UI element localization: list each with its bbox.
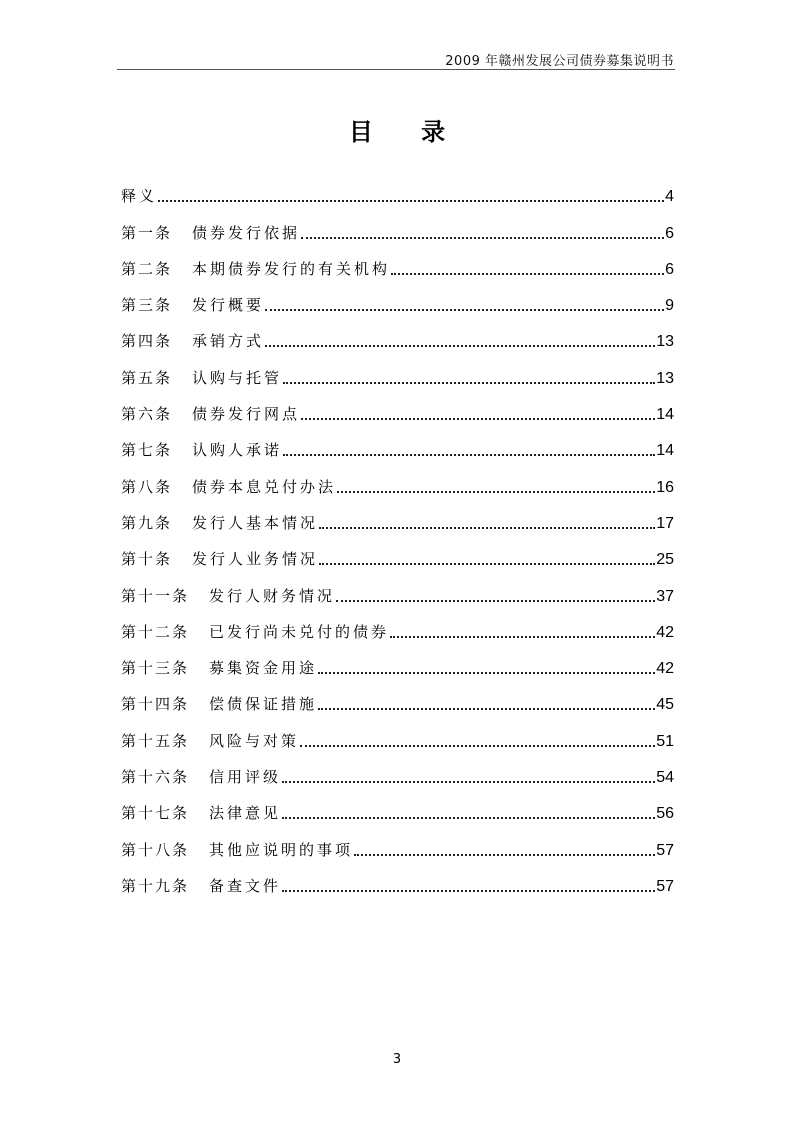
toc-entry-page: 4 bbox=[665, 188, 674, 206]
toc-entry-label: 认购人承诺 bbox=[192, 441, 283, 460]
toc-entry-page: 42 bbox=[656, 623, 674, 641]
toc-entry[interactable] bbox=[121, 714, 674, 750]
toc-dot-leader bbox=[282, 769, 655, 783]
toc-entry-page: 14 bbox=[656, 406, 674, 424]
toc-entry-number: 第六条 bbox=[121, 405, 173, 424]
toc-entry[interactable] bbox=[121, 497, 674, 533]
toc-entry-label: 发行人财务情况 bbox=[209, 586, 336, 605]
toc-dot-leader bbox=[354, 842, 655, 856]
toc-entry-label: 债券发行网点 bbox=[192, 405, 301, 424]
toc-entry-label: 承销方式 bbox=[192, 332, 265, 351]
toc-entry-number: 第五条 bbox=[121, 368, 173, 387]
toc-entry[interactable] bbox=[121, 424, 674, 460]
toc-entry[interactable] bbox=[121, 460, 674, 496]
toc-entry-page: 56 bbox=[656, 805, 674, 823]
toc-dot-leader bbox=[283, 370, 655, 384]
toc-entry-number: 第四条 bbox=[121, 332, 173, 351]
toc-entry-number: 第八条 bbox=[121, 477, 173, 496]
toc-dot-leader bbox=[158, 188, 664, 202]
toc-entry-label: 募集资金用途 bbox=[209, 659, 318, 678]
toc-entry-label: 备查文件 bbox=[209, 876, 282, 895]
toc-entry[interactable] bbox=[121, 751, 674, 787]
toc-entry[interactable] bbox=[121, 606, 674, 642]
toc-entry-label: 发行概要 bbox=[192, 296, 265, 315]
toc-entry-label: 认购与托管 bbox=[192, 368, 283, 387]
toc-entry-page: 16 bbox=[656, 478, 674, 496]
toc-entry[interactable] bbox=[121, 351, 674, 387]
toc-entry[interactable] bbox=[121, 315, 674, 351]
toc-entry-number: 第九条 bbox=[121, 513, 173, 532]
toc-dot-leader bbox=[318, 696, 655, 710]
toc-entry-number: 第十条 bbox=[121, 550, 173, 569]
toc-title-right: 录 bbox=[421, 118, 446, 146]
toc-entry-label: 债券本息兑付办法 bbox=[192, 477, 337, 496]
toc-entry-label: 其他应说明的事项 bbox=[209, 840, 354, 859]
toc-entry-page: 14 bbox=[656, 442, 674, 460]
toc-entry-label: 偿债保证措施 bbox=[209, 695, 318, 714]
toc-entry-page: 9 bbox=[665, 297, 674, 315]
toc-entry-label: 本期债券发行的有关机构 bbox=[192, 259, 391, 278]
toc-entry[interactable] bbox=[121, 533, 674, 569]
toc-entry[interactable] bbox=[121, 388, 674, 424]
toc-dot-leader bbox=[319, 515, 655, 529]
toc-entry-page: 51 bbox=[656, 732, 674, 750]
toc-entry-number: 第十五条 bbox=[121, 731, 190, 750]
toc-entry-number: 第二条 bbox=[121, 259, 173, 278]
toc-entry[interactable] bbox=[121, 787, 674, 823]
toc-dot-leader bbox=[301, 406, 655, 420]
toc-entry[interactable] bbox=[121, 678, 674, 714]
toc-entry-number: 第十四条 bbox=[121, 695, 190, 714]
toc-entry[interactable] bbox=[121, 279, 674, 315]
toc-entry-number: 第十一条 bbox=[121, 586, 190, 605]
toc-dot-leader bbox=[282, 878, 655, 892]
toc-title-left: 目 bbox=[348, 118, 373, 146]
toc-entry-label: 风险与对策 bbox=[209, 731, 300, 750]
toc-entry-page: 13 bbox=[656, 369, 674, 387]
toc-entry-page: 37 bbox=[656, 587, 674, 605]
toc-entry[interactable] bbox=[121, 860, 674, 896]
toc-entry-label: 发行人基本情况 bbox=[192, 513, 319, 532]
toc-dot-leader bbox=[283, 442, 655, 456]
toc-entry-page: 13 bbox=[656, 333, 674, 351]
toc-dot-leader bbox=[265, 297, 664, 311]
toc-entry-page: 57 bbox=[656, 877, 674, 895]
toc-entry-number: 第十三条 bbox=[121, 659, 190, 678]
page-number: 3 bbox=[392, 1052, 402, 1067]
toc-dot-leader bbox=[301, 225, 664, 239]
toc-entry-page: 6 bbox=[665, 224, 674, 242]
toc-entry-number: 第十七条 bbox=[121, 804, 190, 823]
toc-entry-label: 债券发行依据 bbox=[192, 223, 301, 242]
toc-entry-label: 释义 bbox=[121, 187, 158, 206]
toc-dot-leader bbox=[282, 805, 655, 819]
running-header: 2009 年赣州发展公司债券募集说明书 bbox=[445, 54, 674, 69]
toc-dot-leader bbox=[318, 660, 655, 674]
toc-dot-leader bbox=[336, 588, 655, 602]
toc-entry-number: 第一条 bbox=[121, 223, 173, 242]
toc-title bbox=[0, 112, 794, 147]
toc-dot-leader bbox=[337, 479, 655, 493]
header-rule bbox=[117, 69, 675, 70]
toc-entry-page: 54 bbox=[656, 769, 674, 787]
toc-entry[interactable] bbox=[121, 206, 674, 242]
toc-entry-page: 57 bbox=[656, 841, 674, 859]
toc-entry-number: 第十二条 bbox=[121, 622, 190, 641]
toc-entry-number: 第十八条 bbox=[121, 840, 190, 859]
toc-entry-page: 45 bbox=[656, 696, 674, 714]
toc-dot-leader bbox=[390, 624, 655, 638]
table-of-contents bbox=[121, 170, 674, 896]
toc-entry-label: 发行人业务情况 bbox=[192, 550, 319, 569]
toc-entry-page: 42 bbox=[656, 660, 674, 678]
toc-entry[interactable] bbox=[121, 569, 674, 605]
toc-dot-leader bbox=[319, 551, 655, 565]
toc-entry-label: 信用评级 bbox=[209, 768, 282, 787]
toc-entry-label: 已发行尚未兑付的债券 bbox=[209, 622, 390, 641]
toc-dot-leader bbox=[300, 733, 655, 747]
toc-entry-number: 第十九条 bbox=[121, 876, 190, 895]
toc-entry[interactable] bbox=[121, 170, 674, 206]
toc-entry[interactable] bbox=[121, 823, 674, 859]
toc-dot-leader bbox=[265, 333, 655, 347]
toc-entry-label: 法律意见 bbox=[209, 804, 282, 823]
toc-dot-leader bbox=[391, 261, 664, 275]
toc-entry-page: 17 bbox=[656, 514, 674, 532]
toc-entry-number: 第三条 bbox=[121, 296, 173, 315]
toc-entry-page: 25 bbox=[656, 551, 674, 569]
toc-entry-number: 第十六条 bbox=[121, 768, 190, 787]
toc-entry[interactable] bbox=[121, 642, 674, 678]
toc-entry-page: 6 bbox=[665, 260, 674, 278]
toc-entry[interactable] bbox=[121, 243, 674, 279]
toc-entry-number: 第七条 bbox=[121, 441, 173, 460]
